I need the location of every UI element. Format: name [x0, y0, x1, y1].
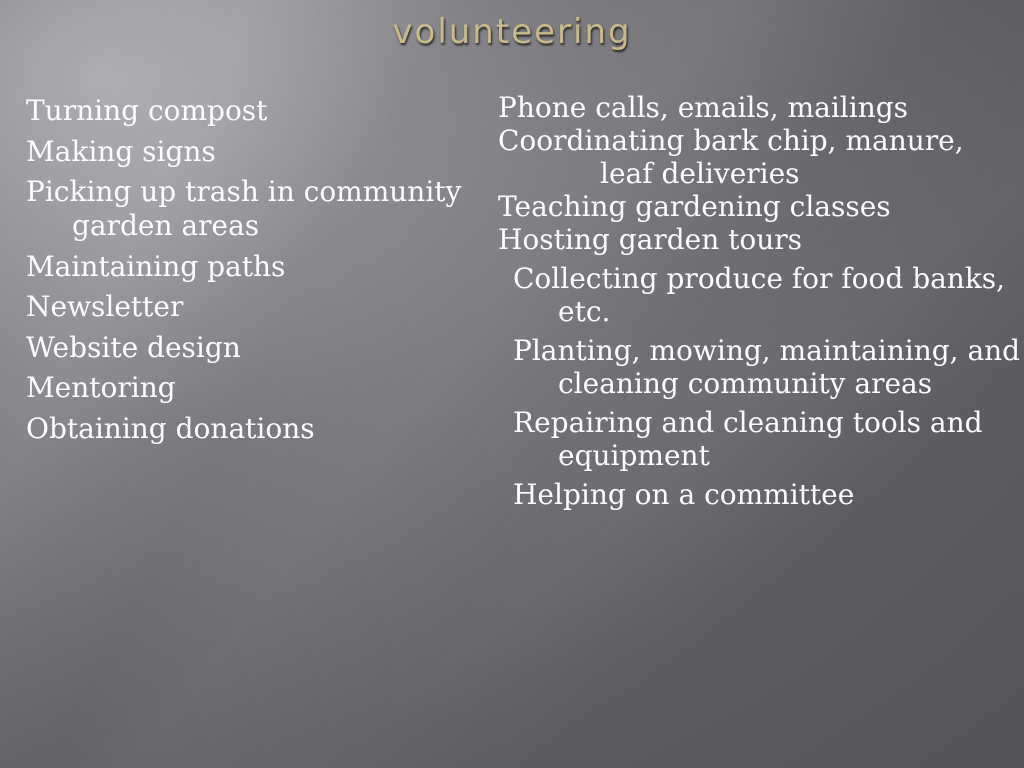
list-item: Phone calls, emails, mailings [498, 91, 909, 124]
list-item: Helping on a committee [513, 478, 855, 511]
list-item: Coordinating bark chip, manure, leaf deliveries [498, 124, 964, 190]
list-item: Website design [26, 330, 241, 364]
list-item: Making signs [26, 134, 216, 168]
list-item: Planting, mowing, maintaining, and cleaning community areas [513, 334, 1021, 400]
list-item: Mentoring [26, 371, 176, 404]
list-item: Newsletter [26, 290, 184, 323]
list-item: Collecting produce for food banks, etc. [513, 262, 1006, 328]
left-bullet-list [26, 94, 476, 452]
list-item: Obtaining donations [26, 411, 315, 445]
list-item: Teaching gardening classes [498, 190, 891, 223]
list-item: Turning compost [26, 94, 268, 127]
slide-title: volunteering [392, 12, 632, 52]
right-bullet-list [498, 91, 1022, 517]
list-item: Hosting garden tours [498, 223, 803, 256]
list-item: Repairing and cleaning tools and equipment [513, 406, 983, 472]
list-item: Maintaining paths [26, 249, 286, 283]
list-item: Picking up trash in community garden areas [26, 175, 462, 242]
